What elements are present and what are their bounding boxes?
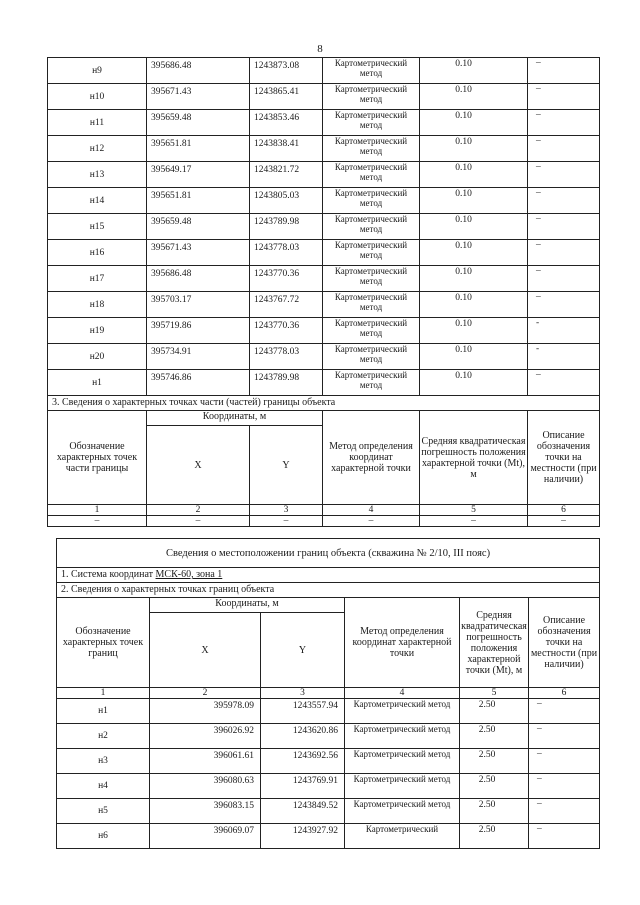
method: Картометрический метод — [323, 344, 420, 370]
header-point-designation: Обозначение характерных точек границ — [57, 598, 150, 688]
accuracy: 0.10 — [420, 292, 528, 318]
empty-cell: – — [48, 516, 147, 527]
accuracy: 2.50 — [460, 799, 529, 824]
col-num-5: 5 — [420, 505, 528, 516]
coord-y: 1243778.03 — [250, 240, 323, 266]
empty-cell: – — [147, 516, 250, 527]
accuracy: 0.10 — [420, 318, 528, 344]
point-id: н1 — [57, 699, 150, 724]
empty-cell: – — [323, 516, 420, 527]
coord-x: 395659.48 — [147, 214, 250, 240]
description: – — [529, 724, 600, 749]
header-description: Описание обозначения точки на местности (при наличии) — [529, 598, 600, 688]
table2-title: Сведения о местоположении границ объекта (скважина № 2/10, III пояс) — [57, 539, 600, 568]
table-row — [48, 84, 600, 110]
table-row — [57, 699, 600, 724]
point-id: н10 — [48, 84, 147, 110]
method: Картометрический метод — [323, 110, 420, 136]
point-id: н9 — [48, 58, 147, 84]
description: – — [528, 58, 600, 84]
header-point-designation: Обозначение характерных точек части границы — [48, 411, 147, 505]
coord-x: 396080.63 — [150, 774, 261, 799]
table-row — [57, 749, 600, 774]
method: Картометрический — [345, 824, 460, 849]
coord-x: 395651.81 — [147, 188, 250, 214]
header-x: X — [150, 613, 261, 688]
point-id: н20 — [48, 344, 147, 370]
empty-cell: – — [250, 516, 323, 527]
description: – — [529, 799, 600, 824]
col-num-6: 6 — [528, 505, 600, 516]
description: – — [528, 84, 600, 110]
coord-y: 1243805.03 — [250, 188, 323, 214]
header-coordinates: Координаты, м — [147, 411, 323, 426]
header-coordinates: Координаты, м — [150, 598, 345, 613]
method: Картометрический метод — [323, 266, 420, 292]
description: – — [528, 292, 600, 318]
point-id: н13 — [48, 162, 147, 188]
table-row — [48, 318, 600, 344]
accuracy: 0.10 — [420, 162, 528, 188]
method: Картометрический метод — [323, 370, 420, 396]
accuracy: 0.10 — [420, 188, 528, 214]
accuracy: 0.10 — [420, 240, 528, 266]
point-id: н19 — [48, 318, 147, 344]
accuracy: 2.50 — [460, 749, 529, 774]
method: Картометрический метод — [323, 84, 420, 110]
coord-y: 1243789.98 — [250, 214, 323, 240]
description: – — [528, 188, 600, 214]
point-id: н11 — [48, 110, 147, 136]
section3-title: 3. Сведения о характерных точках части (частей) границы объекта — [48, 396, 600, 411]
section1-coordinate-system — [57, 568, 600, 583]
coord-y: 1243778.03 — [250, 344, 323, 370]
empty-cell: – — [528, 516, 600, 527]
coord-x: 395651.81 — [147, 136, 250, 162]
description: – — [528, 214, 600, 240]
col-num-1: 1 — [57, 688, 150, 699]
coord-y: 1243769.91 — [261, 774, 345, 799]
method: Картометрический метод — [323, 188, 420, 214]
col-num-4: 4 — [323, 505, 420, 516]
table-row — [48, 58, 600, 84]
boundary-points-table-continued — [47, 57, 600, 527]
section2-title: 2. Сведения о характерных точках границ объекта — [57, 583, 600, 598]
coord-y: 1243557.94 — [261, 699, 345, 724]
method: Картометрический метод — [345, 724, 460, 749]
description: - — [528, 318, 600, 344]
col-num-6: 6 — [529, 688, 600, 699]
table-row — [48, 240, 600, 266]
table1-body — [48, 58, 600, 396]
coord-y: 1243865.41 — [250, 84, 323, 110]
point-id: н12 — [48, 136, 147, 162]
description: – — [529, 699, 600, 724]
coord-y: 1243770.36 — [250, 318, 323, 344]
coord-x: 395734.91 — [147, 344, 250, 370]
method: Картометрический метод — [345, 774, 460, 799]
coord-y: 1243838.41 — [250, 136, 323, 162]
table-row — [48, 162, 600, 188]
point-id: н4 — [57, 774, 150, 799]
section1-value: МСК-60, зона 1 — [155, 569, 223, 580]
point-id: н2 — [57, 724, 150, 749]
empty-cell: – — [420, 516, 528, 527]
accuracy: 0.10 — [420, 58, 528, 84]
header-method: Метод определения координат характерной точки — [345, 598, 460, 688]
coord-y: 1243767.72 — [250, 292, 323, 318]
description: – — [528, 266, 600, 292]
coord-y: 1243849.52 — [261, 799, 345, 824]
accuracy: 0.10 — [420, 136, 528, 162]
method: Картометрический метод — [323, 214, 420, 240]
table-row — [57, 724, 600, 749]
coord-x: 396026.92 — [150, 724, 261, 749]
method: Картометрический метод — [323, 292, 420, 318]
method: Картометрический метод — [323, 58, 420, 84]
point-id: н18 — [48, 292, 147, 318]
coord-y: 1243789.98 — [250, 370, 323, 396]
table-row — [48, 292, 600, 318]
header-method: Метод определения координат характерной точки — [323, 411, 420, 505]
header-description: Описание обозначения точки на местности (при наличии) — [528, 411, 600, 505]
accuracy: 2.50 — [460, 724, 529, 749]
table-row — [48, 344, 600, 370]
coord-y: 1243853.46 — [250, 110, 323, 136]
accuracy: 2.50 — [460, 699, 529, 724]
object-boundary-table — [56, 538, 600, 849]
coord-x: 395686.48 — [147, 266, 250, 292]
method: Картометрический метод — [323, 240, 420, 266]
page-number: 8 — [317, 43, 323, 55]
table-row — [48, 110, 600, 136]
table-row — [57, 799, 600, 824]
col-num-2: 2 — [150, 688, 261, 699]
table2-body — [57, 699, 600, 849]
table-row — [48, 214, 600, 240]
accuracy: 0.10 — [420, 214, 528, 240]
coord-x: 396069.07 — [150, 824, 261, 849]
point-id: н1 — [48, 370, 147, 396]
header-accuracy: Средняя квадратическая погрешность положения характерной точки (Мt), м — [460, 598, 529, 688]
method: Картометрический метод — [323, 162, 420, 188]
col-num-5: 5 — [460, 688, 529, 699]
coord-y: 1243770.36 — [250, 266, 323, 292]
point-id: н14 — [48, 188, 147, 214]
description: – — [528, 370, 600, 396]
col-num-3: 3 — [261, 688, 345, 699]
table-row — [48, 370, 600, 396]
accuracy: 0.10 — [420, 370, 528, 396]
description: – — [528, 240, 600, 266]
coord-y: 1243620.86 — [261, 724, 345, 749]
table-row — [48, 266, 600, 292]
coord-x: 395746.86 — [147, 370, 250, 396]
method: Картометрический метод — [345, 749, 460, 774]
accuracy: 0.10 — [420, 84, 528, 110]
coord-x: 395649.17 — [147, 162, 250, 188]
description: – — [528, 110, 600, 136]
col-num-4: 4 — [345, 688, 460, 699]
coord-x: 396061.61 — [150, 749, 261, 774]
point-id: н5 — [57, 799, 150, 824]
accuracy: 2.50 — [460, 824, 529, 849]
description: – — [529, 774, 600, 799]
description: – — [528, 136, 600, 162]
coord-x: 395978.09 — [150, 699, 261, 724]
header-y: Y — [250, 426, 323, 505]
table-row — [48, 188, 600, 214]
col-num-2: 2 — [147, 505, 250, 516]
coord-y: 1243927.92 — [261, 824, 345, 849]
coord-y: 1243692.56 — [261, 749, 345, 774]
accuracy: 0.10 — [420, 344, 528, 370]
coord-y: 1243873.08 — [250, 58, 323, 84]
header-x: X — [147, 426, 250, 505]
table-row — [57, 774, 600, 799]
accuracy: 0.10 — [420, 110, 528, 136]
col-num-3: 3 — [250, 505, 323, 516]
table-row — [48, 136, 600, 162]
point-id: н16 — [48, 240, 147, 266]
col-num-1: 1 — [48, 505, 147, 516]
description: – — [529, 749, 600, 774]
coord-x: 395671.43 — [147, 240, 250, 266]
description: – — [529, 824, 600, 849]
accuracy: 2.50 — [460, 774, 529, 799]
header-y: Y — [261, 613, 345, 688]
description: – — [528, 162, 600, 188]
method: Картометрический метод — [345, 699, 460, 724]
coord-x: 395719.86 — [147, 318, 250, 344]
description: - — [528, 344, 600, 370]
table-row — [57, 824, 600, 849]
header-accuracy: Средняя квадратическая погрешность положения характерной точки (Мt), м — [420, 411, 528, 505]
point-id: н17 — [48, 266, 147, 292]
section1-prefix: 1. Система координат — [61, 569, 156, 580]
accuracy: 0.10 — [420, 266, 528, 292]
point-id: н15 — [48, 214, 147, 240]
coord-y: 1243821.72 — [250, 162, 323, 188]
coord-x: 395703.17 — [147, 292, 250, 318]
point-id: н3 — [57, 749, 150, 774]
method: Картометрический метод — [323, 136, 420, 162]
point-id: н6 — [57, 824, 150, 849]
coord-x: 395671.43 — [147, 84, 250, 110]
coord-x: 395686.48 — [147, 58, 250, 84]
coord-x: 396083.15 — [150, 799, 261, 824]
method: Картометрический метод — [345, 799, 460, 824]
method: Картометрический метод — [323, 318, 420, 344]
coord-x: 395659.48 — [147, 110, 250, 136]
